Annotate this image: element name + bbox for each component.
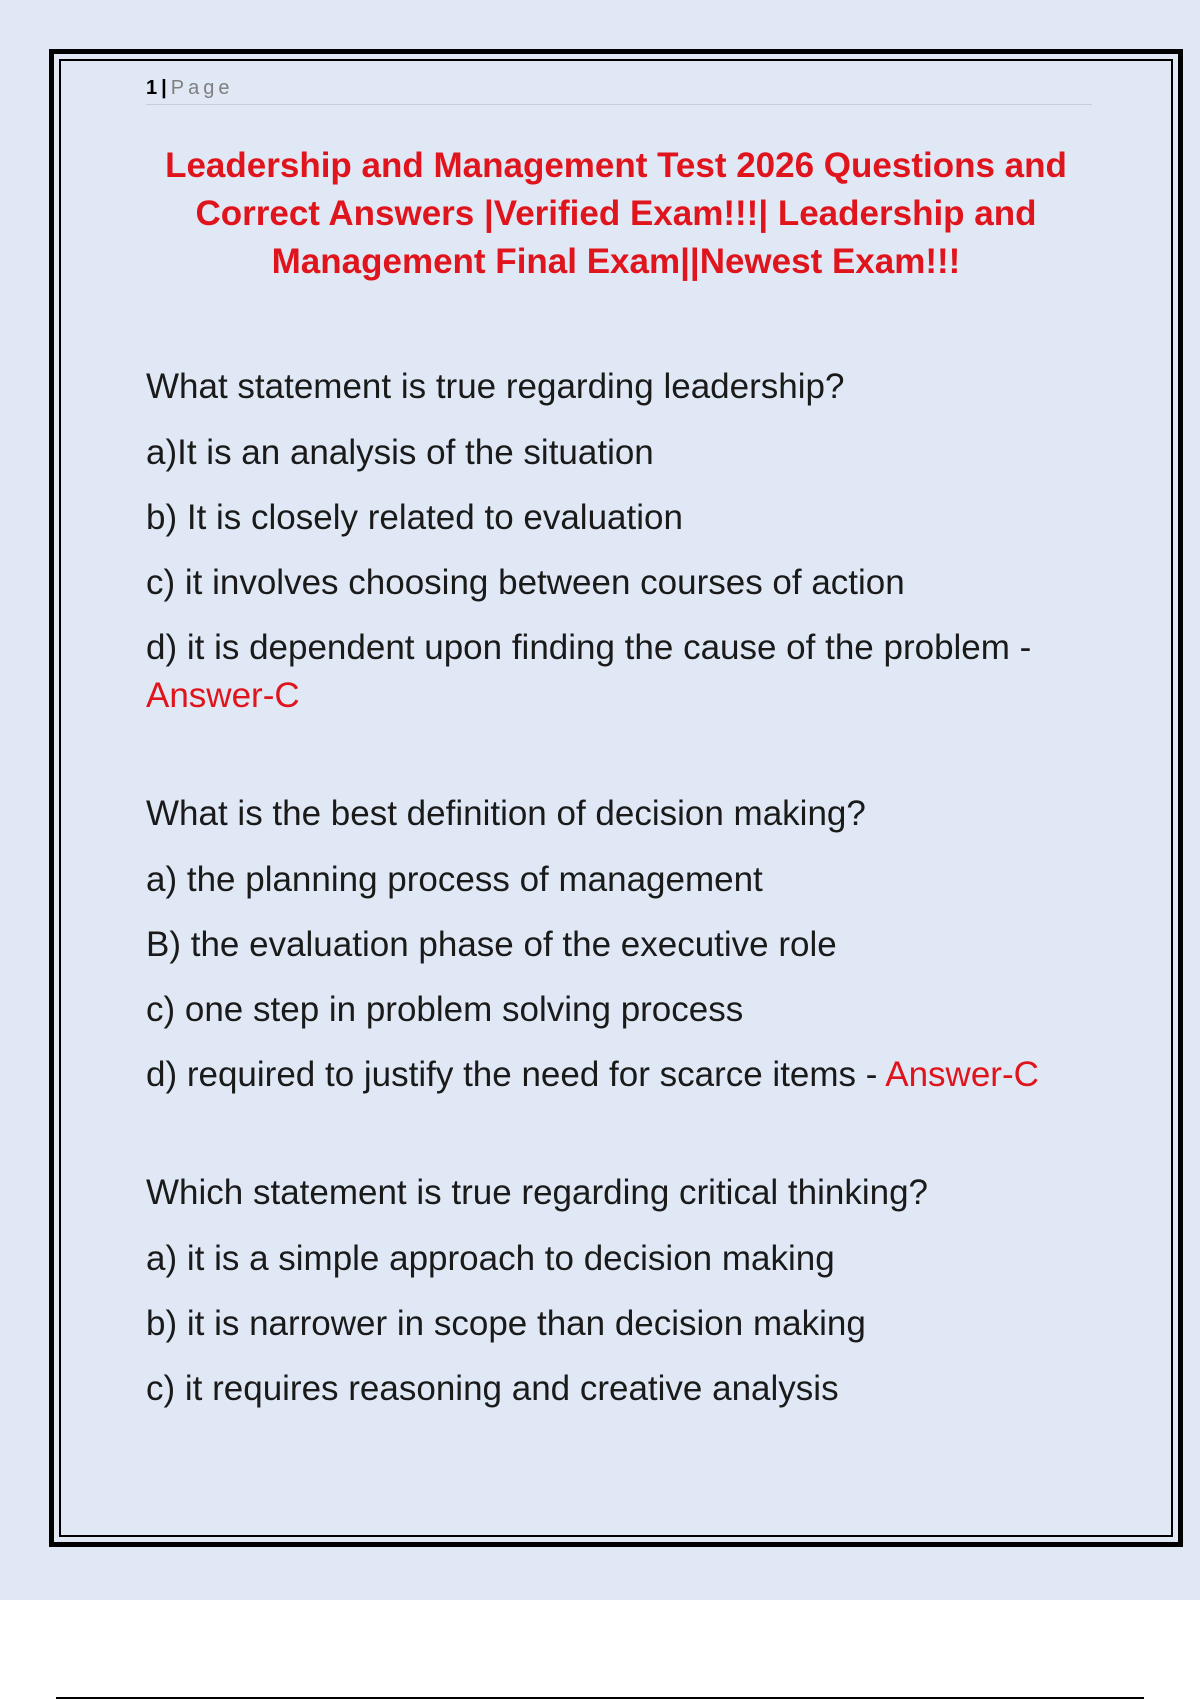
answer-option: [146, 1051, 1106, 1099]
answer-option: b) It is closely related to evaluation: [146, 498, 683, 537]
answer-option: c) it involves choosing between courses of action: [146, 563, 905, 602]
answer-option-text: d) it is dependent upon finding the cause of the problem -: [146, 628, 1032, 667]
page-word: Page: [170, 77, 234, 99]
question-block: [146, 1169, 1106, 1413]
question-text: What is the best definition of decision making?: [146, 794, 866, 833]
correct-answer: Answer-C: [146, 676, 300, 715]
answer-option-text: d) required to justify the need for scarce items -: [146, 1055, 878, 1094]
answer-option: B) the evaluation phase of the executive role: [146, 925, 837, 964]
page-number: 1: [146, 77, 158, 99]
question-block: [146, 363, 1106, 720]
page-separator: |: [161, 77, 167, 99]
answer-option: a) the planning process of management: [146, 860, 763, 899]
question-text: What statement is true regarding leadership?: [146, 367, 845, 406]
page-header: [146, 74, 1092, 105]
answer-option: c) one step in problem solving process: [146, 990, 744, 1029]
answer-option: b) it is narrower in scope than decision making: [146, 1304, 866, 1343]
page-divider: [56, 1697, 1144, 1699]
correct-answer: Answer-C: [885, 1055, 1039, 1094]
question-block: [146, 790, 1106, 1099]
answer-option: a)It is an analysis of the situation: [146, 433, 654, 472]
answer-option: [146, 624, 1106, 720]
question-list: [146, 363, 1106, 1483]
question-text: Which statement is true regarding critical thinking?: [146, 1173, 929, 1212]
document-title: Leadership and Management Test 2026 Questions and Correct Answers |Verified Exam!!!| Leadership and Management Final Exam||Newest Exam!!!: [165, 146, 1067, 281]
answer-option: a) it is a simple approach to decision making: [146, 1239, 835, 1278]
answer-option: c) it requires reasoning and creative analysis: [146, 1369, 839, 1408]
